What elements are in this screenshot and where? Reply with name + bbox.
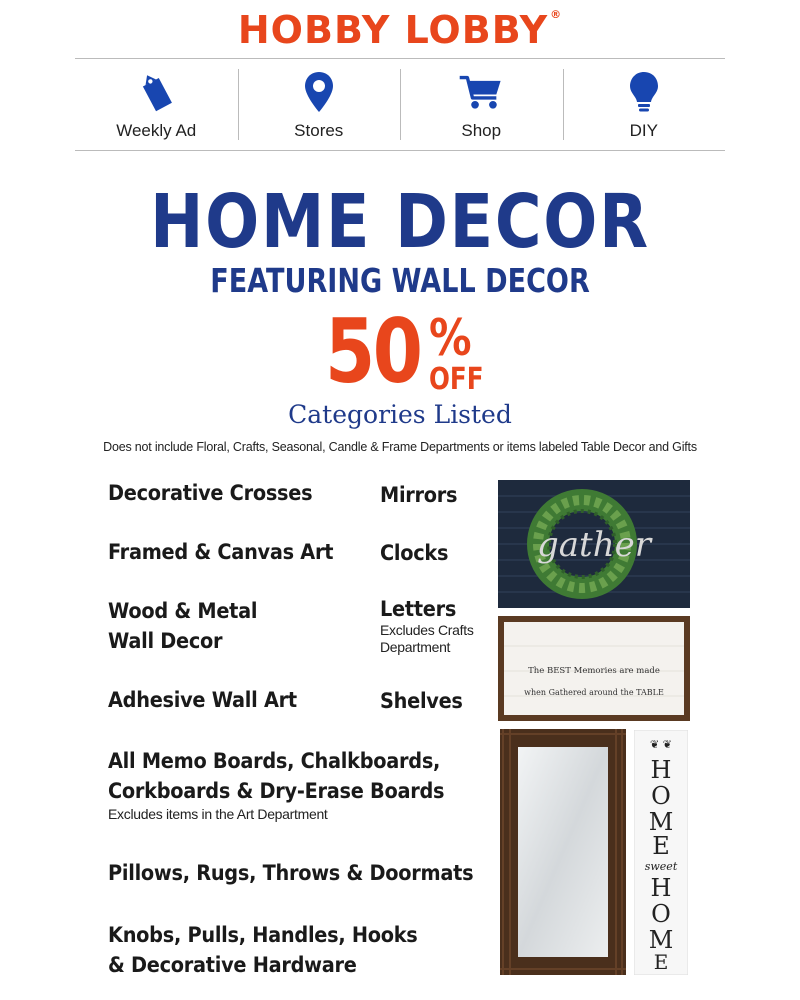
svg-text:M: M xyxy=(648,926,674,954)
logo-text: HOBBY LOBBY xyxy=(237,8,549,52)
category-label: Wall Decor xyxy=(108,629,223,653)
category-label: Decorative Crosses xyxy=(108,481,313,505)
category-decorative-crosses[interactable] xyxy=(108,478,330,508)
svg-text:E: E xyxy=(652,832,670,860)
category-label: Clocks xyxy=(380,541,449,565)
category-note: Excludes items in the Art Department xyxy=(108,806,328,822)
category-label: Pillows, Rugs, Throws & Doormats xyxy=(108,861,474,885)
svg-text:E: E xyxy=(653,950,669,974)
nav-shop[interactable] xyxy=(400,59,563,150)
wood-mirror-image xyxy=(500,729,626,975)
memories-sign-image xyxy=(498,616,690,721)
category-pillows-rugs[interactable] xyxy=(108,858,505,888)
tag-icon xyxy=(133,69,179,115)
hobby-lobby-logo[interactable] xyxy=(0,8,800,52)
category-clocks[interactable] xyxy=(380,538,454,568)
svg-text:O: O xyxy=(651,900,671,928)
main-nav xyxy=(75,58,725,151)
nav-label: DIY xyxy=(629,121,658,140)
svg-text:M: M xyxy=(648,808,674,836)
home-sweet-home-sign-image xyxy=(634,730,688,975)
nav-label: Shop xyxy=(461,121,502,140)
category-letters[interactable] xyxy=(380,594,490,656)
category-label: Framed & Canvas Art xyxy=(108,540,334,564)
category-framed-canvas-art[interactable] xyxy=(108,537,353,567)
category-memo-boards[interactable] xyxy=(108,746,474,823)
category-label: Mirrors xyxy=(380,483,458,507)
svg-text:❦ ❦: ❦ ❦ xyxy=(650,738,672,751)
category-label: All Memo Boards, Chalkboards, xyxy=(108,749,441,773)
category-label: Adhesive Wall Art xyxy=(108,688,297,712)
category-adhesive-wall-art[interactable] xyxy=(108,685,313,715)
promo-headline xyxy=(0,176,800,298)
map-pin-icon xyxy=(296,69,342,115)
category-knobs-pulls[interactable] xyxy=(108,920,444,980)
category-mirrors[interactable] xyxy=(380,480,464,510)
nav-stores[interactable] xyxy=(238,59,401,150)
nav-label: Weekly Ad xyxy=(116,121,197,140)
cart-icon xyxy=(458,69,504,115)
svg-text:The BEST Memories are made: The BEST Memories are made xyxy=(528,666,660,676)
disclaimer-text: Does not include Floral, Crafts, Seasonal, Candle & Frame Departments or items labeled Table Decor and Gifts xyxy=(103,440,697,454)
gather-wreath-sign-image xyxy=(498,480,690,608)
svg-text:sweet: sweet xyxy=(644,860,678,873)
nav-diy[interactable] xyxy=(563,59,726,150)
categories-title: Categories Listed xyxy=(288,400,512,429)
svg-text:H: H xyxy=(650,756,672,784)
category-note: Excludes Crafts Department xyxy=(380,622,474,655)
category-wood-metal-wall-decor[interactable] xyxy=(108,596,270,656)
svg-text:H: H xyxy=(650,874,672,902)
category-label: Letters xyxy=(380,597,457,621)
discount-off: OFF xyxy=(429,362,484,397)
nav-label: Stores xyxy=(294,121,344,140)
nav-weekly-ad[interactable] xyxy=(75,59,238,150)
lightbulb-icon xyxy=(621,69,667,115)
svg-text:when Gathered around the TABLE: when Gathered around the TABLE xyxy=(524,688,664,697)
svg-text:O: O xyxy=(651,782,671,810)
category-label: Corkboards & Dry-Erase Boards xyxy=(108,779,445,803)
discount-badge xyxy=(325,300,495,403)
category-label: Wood & Metal xyxy=(108,599,258,623)
discount-percent: % xyxy=(429,309,472,367)
registered-mark: ® xyxy=(550,8,563,21)
category-label: & Decorative Hardware xyxy=(108,953,357,977)
page-subtitle: FEATURING WALL DECOR xyxy=(210,261,590,300)
category-shelves[interactable] xyxy=(380,686,470,716)
svg-text:gather: gather xyxy=(537,525,651,565)
page-title: HOME DECOR xyxy=(150,179,650,265)
category-label: Knobs, Pulls, Handles, Hooks xyxy=(108,923,418,947)
discount-number: 50 xyxy=(325,300,421,403)
category-label: Shelves xyxy=(380,689,463,713)
